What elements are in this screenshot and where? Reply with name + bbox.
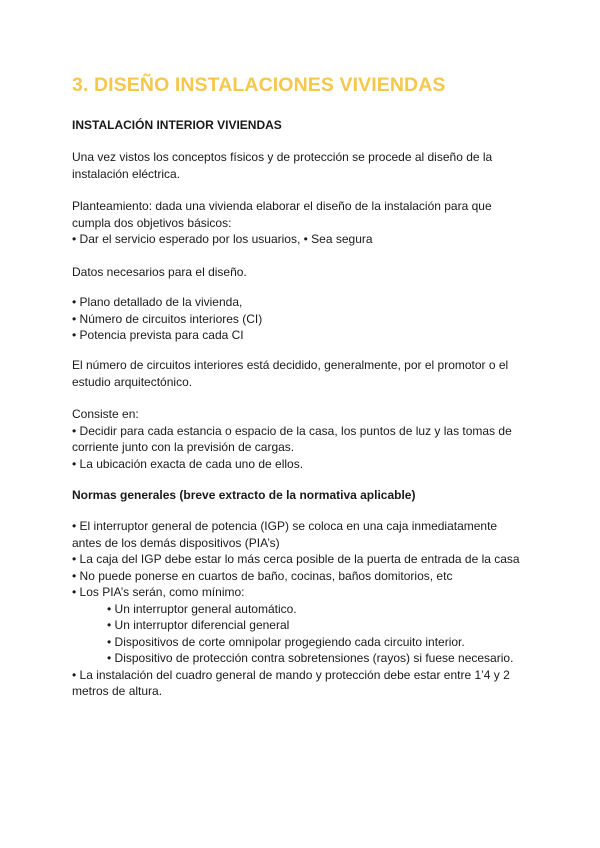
consiste-line: corriente junto con la previsión de cargas. [72,440,295,454]
sub-list-item: • Dispositivo de protección contra sobretensiones (rayos) si fuese necesario. [107,651,514,665]
planteamiento-paragraph [72,198,492,248]
consiste-line: • Decidir para cada estancia o espacio de la casa, los puntos de luz y las tomas de [72,423,512,438]
circuitos-paragraph [72,357,508,390]
consiste-paragraph [72,406,512,472]
normas-heading [72,487,415,504]
list-item: • El interruptor general de potencia (IGP) se coloca en una caja inmediatamente [72,519,498,533]
datos-list [72,294,262,344]
page-title: 3. DISEÑO INSTALACIONES VIVIENDAS [72,74,446,96]
list-item: • La instalación del cuadro general de mando y protección debe estar entre 1’4 y 2 [72,667,510,682]
normas-list [72,518,520,700]
circuitos-line: El número de circuitos interiores está decidido, generalmente, por el promotor o el [72,358,509,372]
list-item: metros de altura. [72,684,163,698]
planteamiento-line: • Dar el servicio esperado por los usuarios, • Sea segura [72,232,373,246]
consiste-line: Consiste en: [72,407,139,421]
list-item: • No puede ponerse en cuartos de baño, cocinas, baños domitorios, etc [72,568,453,583]
intro-paragraph [72,149,492,182]
list-item: • Los PIA’s serán, como mínimo: [72,585,245,599]
list-item: antes de los demás dispositivos (PIA’s) [72,535,280,550]
list-item: • Plano detallado de la vivienda, [72,295,243,309]
planteamiento-line: cumpla dos objetivos básicos: [72,215,232,230]
consiste-line: • La ubicación exacta de cada uno de ellos. [72,456,304,471]
intro-line: Una vez vistos los conceptos físicos y de protección se procede al diseño de la [72,150,493,164]
list-item: • Potencia prevista para cada CI [72,328,244,342]
intro-line: instalación eléctrica. [72,166,181,181]
circuitos-line: estudio arquitectónico. [72,374,193,389]
sub-list-item: • Un interruptor general automático. [107,601,297,616]
planteamiento-line: Planteamiento: dada una vivienda elaborar el diseño de la instalación para que [72,199,492,213]
sub-list-item: • Dispositivos de corte omnipolar progegiendo cada circuito interior. [107,634,465,649]
datos-heading-text: Datos necesarios para el diseño. [72,265,247,279]
list-item: • La caja del IGP debe estar lo más cerca posible de la puerta de entrada de la casa [72,552,520,566]
sub-list-item: • Un interruptor diferencial general [107,618,290,632]
document-page [72,70,532,698]
normas-heading-text: Normas generales (breve extracto de la normativa aplicable) [72,488,416,502]
section-subtitle: INSTALACIÓN INTERIOR VIVIENDAS [72,118,282,132]
datos-heading [72,264,247,281]
list-item: • Número de circuitos interiores (CI) [72,311,263,326]
